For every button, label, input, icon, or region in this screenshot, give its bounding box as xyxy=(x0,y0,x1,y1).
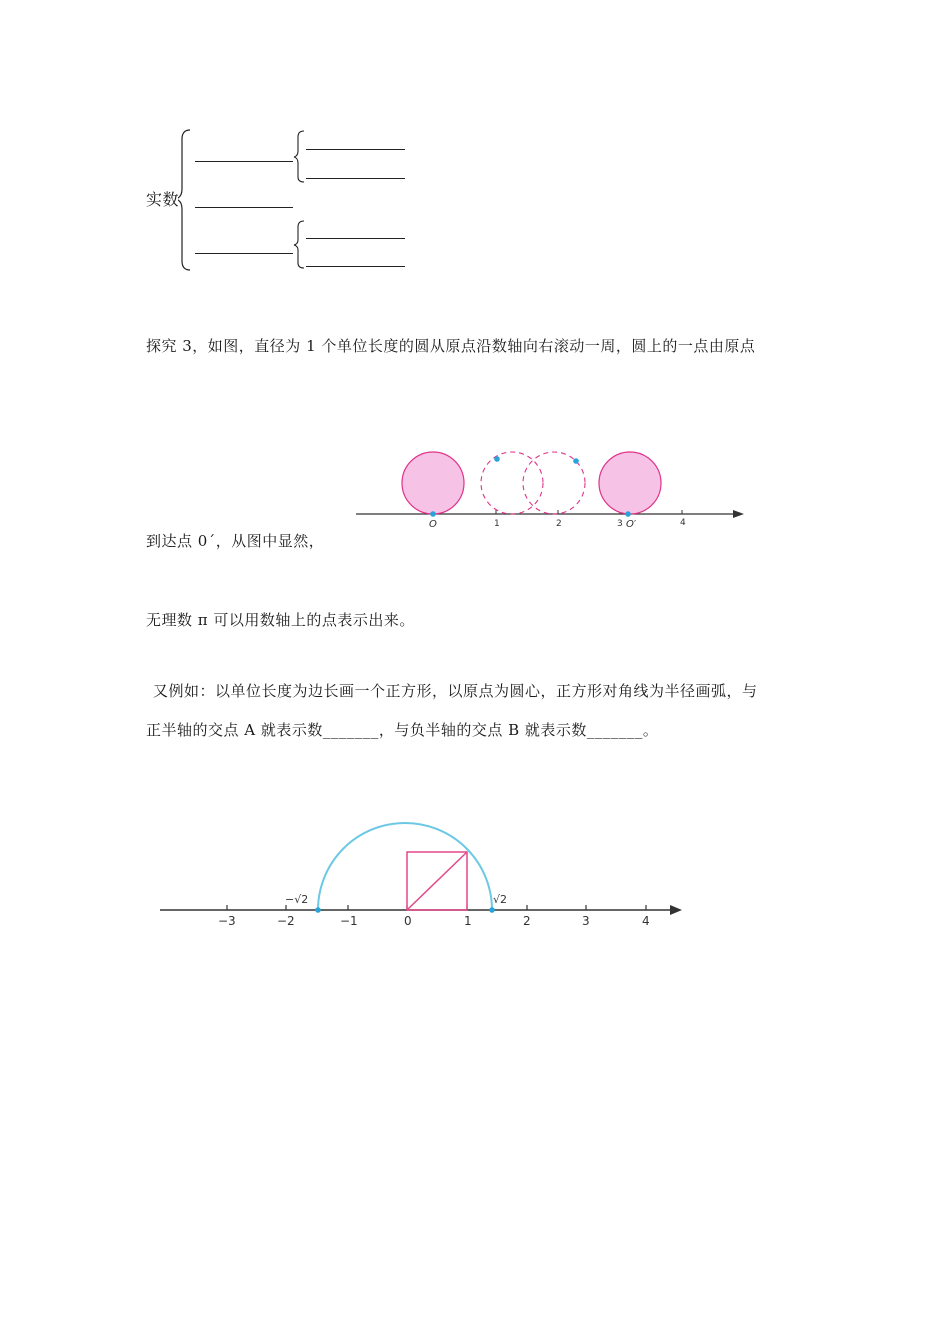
sqrt-tick-1: 1 xyxy=(464,914,472,928)
rolling-circle-figure xyxy=(340,440,780,550)
sqrt-tick-4: 4 xyxy=(642,914,650,928)
explore3-line1: 探究 3，如图，直径为 1 个单位长度的圆从原点沿数轴向右滚动一周，圆上的一点由原点 xyxy=(146,337,756,355)
sqrt-tick-neg2: −2 xyxy=(277,914,295,928)
rolling-tick-3: 3 xyxy=(617,519,623,529)
classification-label: 实数 xyxy=(146,190,180,209)
sqrt-tick-0: 0 xyxy=(404,914,412,928)
explore3-line2: 到达点 0ˊ，从图中显然， xyxy=(146,532,325,550)
rolling-tick-2: 2 xyxy=(556,519,562,529)
rolling-tick-O-prime: O′ xyxy=(626,519,637,530)
rolling-tick-O: O xyxy=(429,519,437,530)
classification-blank-2 xyxy=(195,207,293,208)
neg-sqrt2-label: −√2 xyxy=(285,893,309,906)
classification-blank-1a xyxy=(306,149,405,150)
rolling-tick-1: 1 xyxy=(494,519,500,529)
example-line2: 正半轴的交点 A 就表示数_______，与负半轴的交点 B 就表示数_______。 xyxy=(146,721,659,739)
sqrt-tick-neg1: −1 xyxy=(340,914,358,928)
classification-blank-3 xyxy=(195,253,293,254)
rolling-tick-4: 4 xyxy=(680,518,686,528)
sqrt-tick-neg3: −3 xyxy=(218,914,236,928)
classification-blank-1 xyxy=(195,161,293,162)
sqrt-tick-3: 3 xyxy=(582,914,590,928)
example-line1: 又例如：以单位长度为边长画一个正方形，以原点为圆心，正方形对角线为半径画弧，与 xyxy=(153,682,758,700)
classification-blank-1b xyxy=(306,178,405,179)
classification-blank-3a xyxy=(306,238,405,239)
classification-blank-3b xyxy=(306,266,405,267)
explore3-line3: 无理数 π 可以用数轴上的点表示出来。 xyxy=(146,611,415,629)
sqrt2-figure xyxy=(150,815,700,935)
sqrt-tick-2: 2 xyxy=(523,914,531,928)
pos-sqrt2-label: √2 xyxy=(493,893,508,906)
